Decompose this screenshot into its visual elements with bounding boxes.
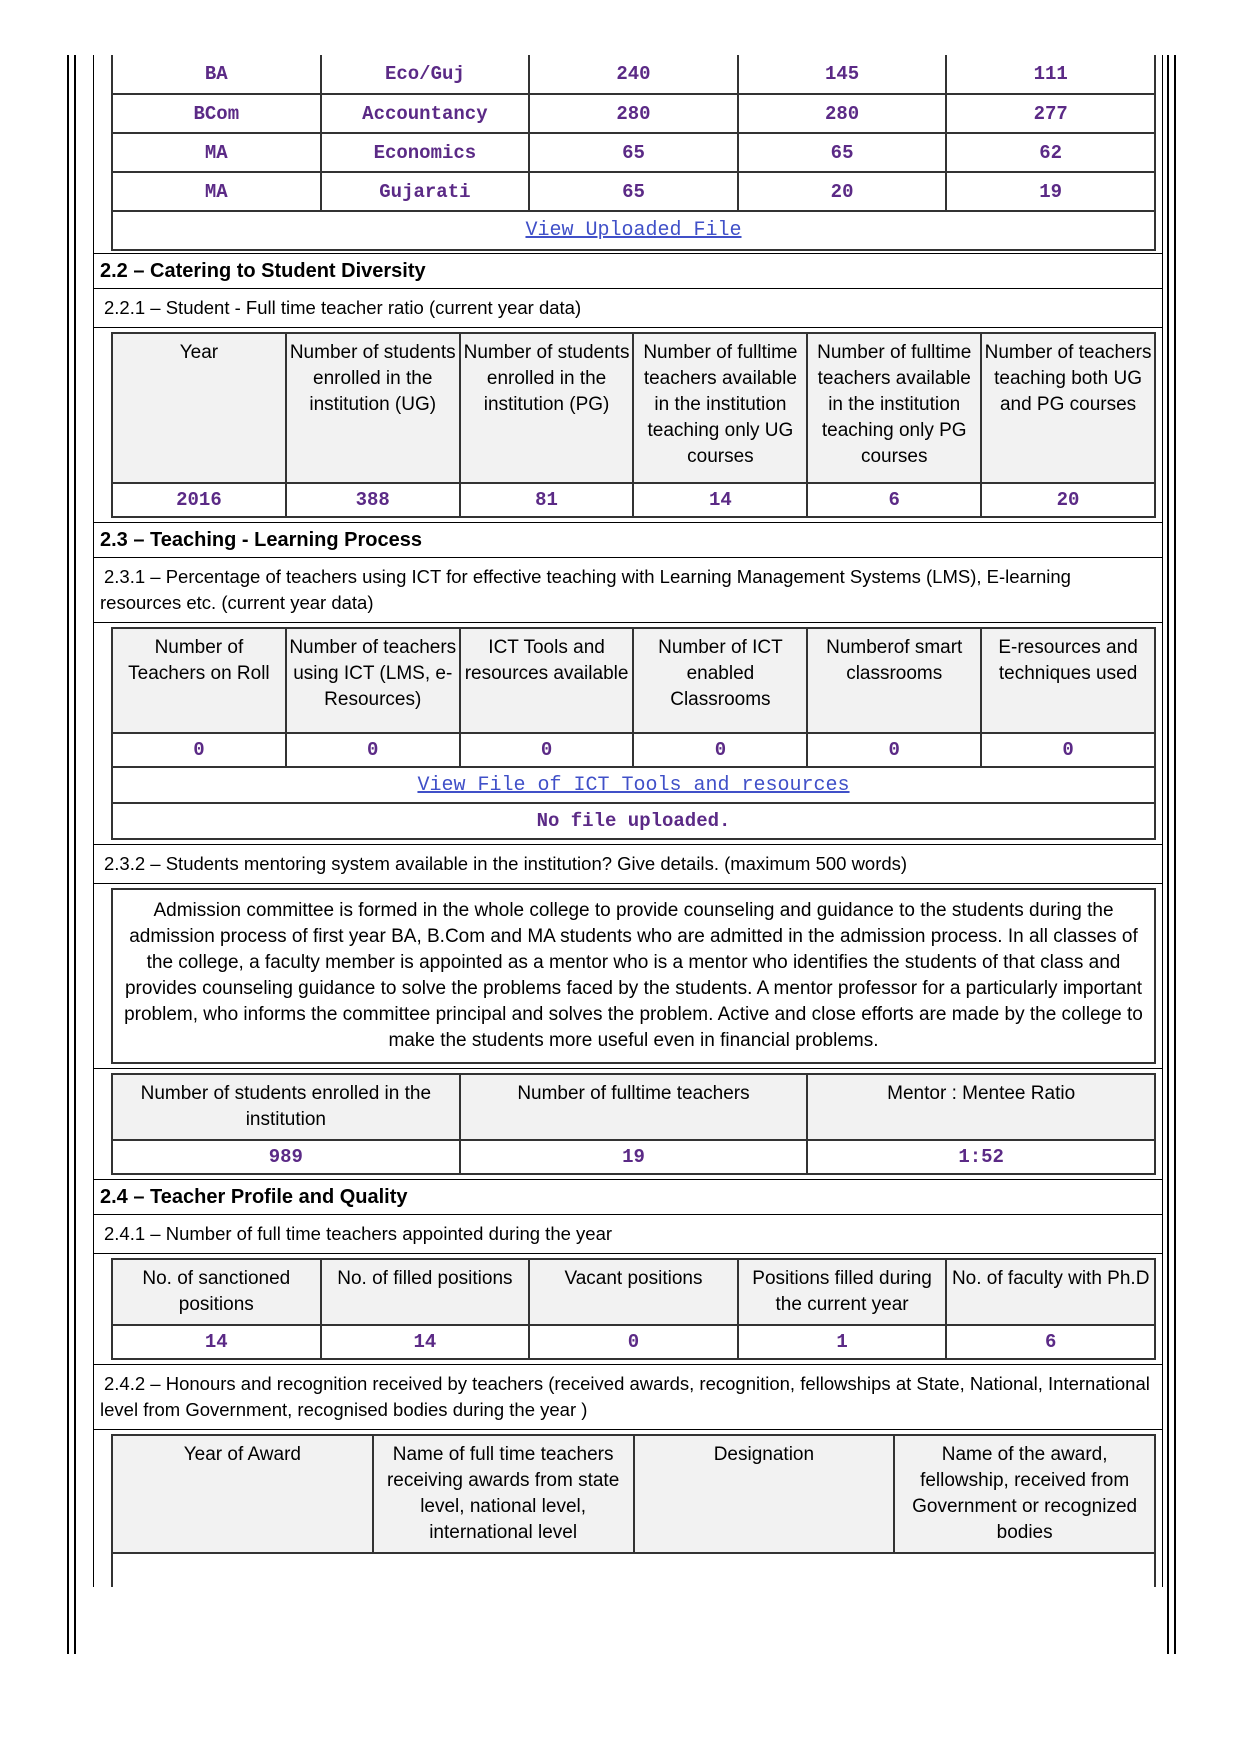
column-header: Designation xyxy=(634,1435,895,1553)
section-2-3-title: 2.3 – Teaching - Learning Process xyxy=(93,523,1163,558)
section-2-4-1-title: 2.4.1 – Number of full time teachers appointed during the year xyxy=(93,1215,1163,1254)
teachers-appointed-block xyxy=(93,1254,1163,1365)
table-row xyxy=(112,211,1155,250)
student-teacher-ratio-block xyxy=(93,328,1163,523)
mentoring-description: Admission committee is formed in the whole college to provide counseling and guidance to the students during the admission process of first year BA, B.Com and MA students who are admitted in the admission process. In all classes of the college, a faculty member is appointed as a mentor who is a mentor who identifies the students of that class and provides counseling guidance to solve the problems faced by the students. A mentor professor for a particularly important problem, who informs the committee principal and solves the problem. Active and close efforts are made by the college to make the students more useful even in financial problems. xyxy=(112,889,1155,1063)
table-cell: MA xyxy=(112,133,321,172)
table-row xyxy=(112,172,1155,211)
column-header: Vacant positions xyxy=(529,1259,738,1325)
honours-table xyxy=(111,1434,1156,1587)
table-cell: 388 xyxy=(286,483,460,517)
table-row xyxy=(112,55,1155,94)
table-cell: Eco/Guj xyxy=(321,55,530,94)
programs-block xyxy=(93,55,1163,254)
outer-border-left-1 xyxy=(67,55,69,1654)
column-header: No. of sanctioned positions xyxy=(112,1259,321,1325)
table-row xyxy=(112,1140,1155,1174)
table-cell: 0 xyxy=(633,733,807,767)
column-header: Mentor : Mentee Ratio xyxy=(807,1074,1155,1140)
mentor-ratio-table xyxy=(111,1073,1156,1175)
section-2-4-title: 2.4 – Teacher Profile and Quality xyxy=(93,1180,1163,1215)
table-header-row xyxy=(112,333,1155,483)
table-header-row xyxy=(112,628,1155,733)
table-cell: BCom xyxy=(112,94,321,133)
column-header: Number of teachers using ICT (LMS, e-Resources) xyxy=(286,628,460,733)
column-header: Year of Award xyxy=(112,1435,373,1553)
table-row xyxy=(112,1325,1155,1359)
table-cell: 111 xyxy=(946,55,1155,94)
mentor-ratio-block xyxy=(93,1069,1163,1180)
table-cell: 81 xyxy=(460,483,634,517)
table-header-row xyxy=(112,1074,1155,1140)
table-row xyxy=(112,133,1155,172)
column-header: Year xyxy=(112,333,286,483)
table-cell: 19 xyxy=(946,172,1155,211)
student-teacher-ratio-table xyxy=(111,332,1156,518)
column-header: Number of teachers teaching both UG and PG courses xyxy=(981,333,1155,483)
table-cell: 0 xyxy=(529,1325,738,1359)
table-cell: 0 xyxy=(460,733,634,767)
table-cell: 2016 xyxy=(112,483,286,517)
column-header: Number of Teachers on Roll xyxy=(112,628,286,733)
table-row xyxy=(112,483,1155,517)
section-2-3-2-title: 2.3.2 – Students mentoring system available in the institution? Give details. (maximum 500 words) xyxy=(93,845,1163,884)
column-header: Name of the award, fellowship, received from Government or recognized bodies xyxy=(894,1435,1155,1553)
teachers-appointed-table xyxy=(111,1258,1156,1360)
table-cell: 6 xyxy=(946,1325,1155,1359)
no-file-uploaded: No file uploaded. xyxy=(112,803,1155,839)
honours-block xyxy=(93,1430,1163,1587)
column-header: Number of ICT enabled Classrooms xyxy=(633,628,807,733)
column-header: Positions filled during the current year xyxy=(738,1259,947,1325)
outer-border-right-2 xyxy=(1174,55,1176,1654)
table-cell: 19 xyxy=(460,1140,808,1174)
column-header: Number of fulltime teachers available in the institution teaching only UG courses xyxy=(633,333,807,483)
section-2-3-1-title: 2.3.1 – Percentage of teachers using ICT for effective teaching with Learning Management Systems (LMS), E-learning resources etc. (current year data) xyxy=(93,558,1163,623)
table-cell: 0 xyxy=(112,733,286,767)
column-header: Number of fulltime teachers available in the institution teaching only PG courses xyxy=(807,333,981,483)
column-header: Number of fulltime teachers xyxy=(460,1074,808,1140)
table-cell: 62 xyxy=(946,133,1155,172)
table-cell: Gujarati xyxy=(321,172,530,211)
table-cell: 1:52 xyxy=(807,1140,1155,1174)
table-cell: 65 xyxy=(738,133,947,172)
table-cell: 240 xyxy=(529,55,738,94)
column-header: E-resources and techniques used xyxy=(981,628,1155,733)
table-header-row xyxy=(112,1435,1155,1553)
table-cell: MA xyxy=(112,172,321,211)
table-cell: BA xyxy=(112,55,321,94)
programs-table xyxy=(111,55,1156,251)
table-cell: 0 xyxy=(286,733,460,767)
mentoring-text-table xyxy=(111,888,1156,1064)
table-cell: 14 xyxy=(112,1325,321,1359)
table-cell: Economics xyxy=(321,133,530,172)
empty-row xyxy=(112,1553,1155,1587)
section-2-4-2-title: 2.4.2 – Honours and recognition received by teachers (received awards, recognition, fellowships at State, National, International level from Government, recognised bodies during the year ) xyxy=(93,1365,1163,1430)
view-ict-file-link[interactable]: View File of ICT Tools and resources xyxy=(417,773,850,797)
table-row xyxy=(112,733,1155,767)
column-header: Name of full time teachers receiving awards from state level, national level, international level xyxy=(373,1435,634,1553)
table-cell: 14 xyxy=(633,483,807,517)
table-cell: 65 xyxy=(529,172,738,211)
column-header: No. of filled positions xyxy=(321,1259,530,1325)
ict-block xyxy=(93,623,1163,845)
column-header: Number of students enrolled in the institution xyxy=(112,1074,460,1140)
column-header: ICT Tools and resources available xyxy=(460,628,634,733)
table-cell: 6 xyxy=(807,483,981,517)
outer-border-left-2 xyxy=(74,55,76,1654)
report-page xyxy=(93,55,1163,1587)
view-uploaded-file-cell xyxy=(112,211,1155,250)
section-2-2-title: 2.2 – Catering to Student Diversity xyxy=(93,254,1163,289)
view-ict-file-cell xyxy=(112,767,1155,803)
table-cell: 65 xyxy=(529,133,738,172)
table-row xyxy=(112,889,1155,1063)
table-cell: 14 xyxy=(321,1325,530,1359)
table-cell: 20 xyxy=(981,483,1155,517)
table-cell: 989 xyxy=(112,1140,460,1174)
table-cell: Accountancy xyxy=(321,94,530,133)
table-cell: 280 xyxy=(738,94,947,133)
table-row xyxy=(112,94,1155,133)
outer-border-right-1 xyxy=(1167,55,1169,1654)
table-cell: 1 xyxy=(738,1325,947,1359)
ict-table xyxy=(111,627,1156,840)
view-uploaded-file-link[interactable]: View Uploaded File xyxy=(525,219,742,242)
table-row xyxy=(112,767,1155,803)
column-header: Number of students enrolled in the institution (UG) xyxy=(286,333,460,483)
mentoring-text-block xyxy=(93,884,1163,1069)
table-row xyxy=(112,1553,1155,1587)
table-cell: 0 xyxy=(807,733,981,767)
table-cell: 277 xyxy=(946,94,1155,133)
table-cell: 20 xyxy=(738,172,947,211)
table-row xyxy=(112,803,1155,839)
table-header-row xyxy=(112,1259,1155,1325)
table-cell: 145 xyxy=(738,55,947,94)
column-header: Numberof smart classrooms xyxy=(807,628,981,733)
table-cell: 0 xyxy=(981,733,1155,767)
section-2-2-1-title: 2.2.1 – Student - Full time teacher ratio (current year data) xyxy=(93,289,1163,328)
column-header: No. of faculty with Ph.D xyxy=(946,1259,1155,1325)
table-cell: 280 xyxy=(529,94,738,133)
column-header: Number of students enrolled in the institution (PG) xyxy=(460,333,634,483)
